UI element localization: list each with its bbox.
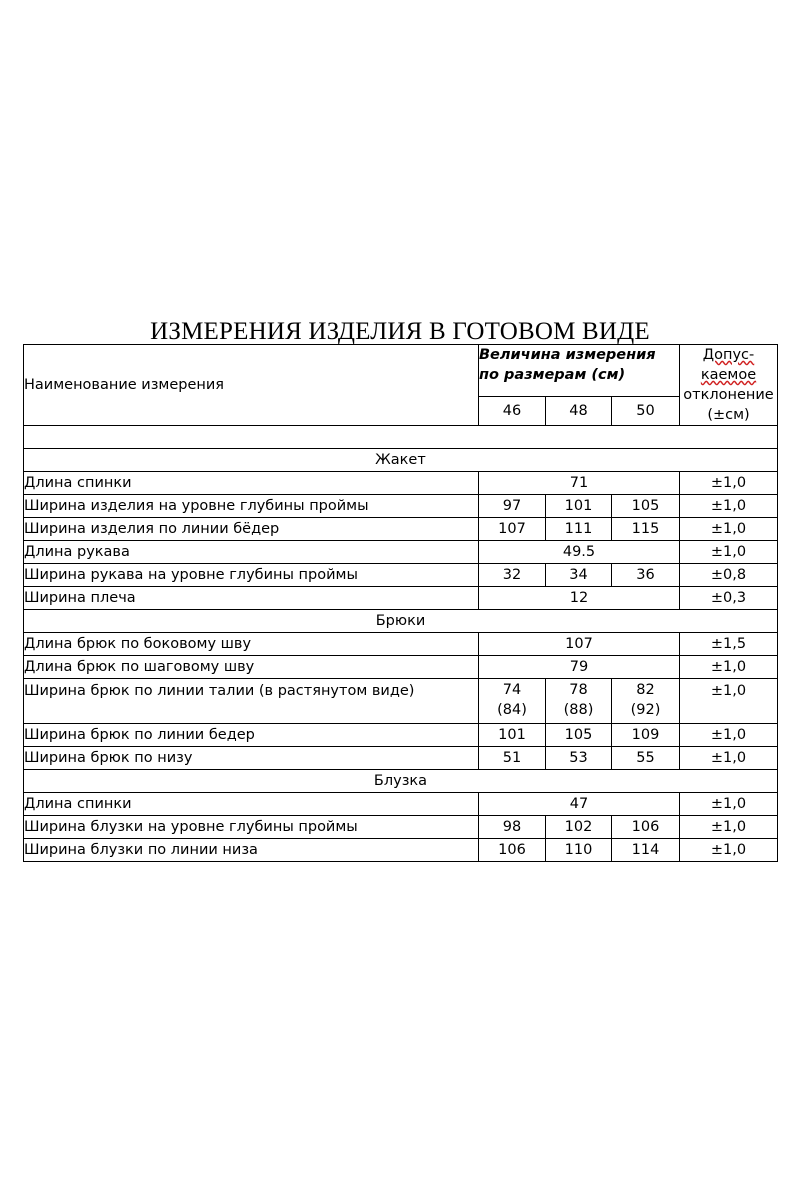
measurement-name: Ширина изделия на уровне глубины проймы — [24, 495, 479, 518]
measurement-value: 101 — [479, 724, 546, 747]
measurement-name-header: Наименование измерения — [24, 345, 479, 426]
measurement-value-stretched: (88) — [563, 702, 594, 718]
measurement-value-primary: 82 — [636, 682, 655, 698]
measurement-value: 105 — [612, 495, 680, 518]
tolerance-header-line: Допус- — [702, 347, 755, 363]
measurement-name: Длина спинки — [24, 793, 479, 816]
header-gap-row — [24, 426, 778, 449]
tolerance-value: ±1,0 — [680, 495, 778, 518]
measurement-value: 12 — [479, 587, 680, 610]
measurement-value: 106 — [479, 839, 546, 862]
header-gap — [24, 426, 778, 449]
tolerance-value: ±1,0 — [680, 541, 778, 564]
tolerance-header — [680, 345, 778, 426]
tolerance-value: ±1,0 — [680, 518, 778, 541]
measurement-value: 51 — [479, 747, 546, 770]
header-row — [24, 345, 778, 397]
measurement-value: 71 — [479, 472, 680, 495]
measurement-value: 109 — [612, 724, 680, 747]
measurement-value: 111 — [546, 518, 612, 541]
tolerance-value: ±0,8 — [680, 564, 778, 587]
tolerance-header-line: каемое — [700, 367, 757, 383]
table-row — [24, 816, 778, 839]
measurement-name: Ширина блузки на уровне глубины проймы — [24, 816, 479, 839]
measurement-name: Ширина плеча — [24, 587, 479, 610]
tolerance-value: ±1,0 — [680, 747, 778, 770]
measurement-value — [479, 679, 546, 724]
measurement-name: Длина брюк по шаговому шву — [24, 656, 479, 679]
measurement-value-stretched: (84) — [497, 702, 527, 718]
measurement-value: 97 — [479, 495, 546, 518]
tolerance-value: ±1,0 — [680, 793, 778, 816]
measurement-value: 55 — [612, 747, 680, 770]
tolerance-value: ±1,0 — [680, 816, 778, 839]
table-body — [24, 345, 778, 862]
measurements-table — [23, 344, 778, 862]
measurement-name: Длина спинки — [24, 472, 479, 495]
table-row — [24, 541, 778, 564]
section-title: Жакет — [24, 449, 778, 472]
size-46-header: 46 — [479, 396, 546, 425]
measurement-value: 107 — [479, 518, 546, 541]
measurement-name: Ширина изделия по линии бёдер — [24, 518, 479, 541]
measurement-value — [612, 679, 680, 724]
table-row — [24, 633, 778, 656]
measurement-value — [546, 679, 612, 724]
table-row — [24, 679, 778, 724]
measurement-name: Длина брюк по боковому шву — [24, 633, 479, 656]
measurement-name: Ширина брюк по низу — [24, 747, 479, 770]
measurement-value: 36 — [612, 564, 680, 587]
table-row — [24, 747, 778, 770]
measurement-name: Длина рукава — [24, 541, 479, 564]
tolerance-value: ±1,5 — [680, 633, 778, 656]
measurement-value: 110 — [546, 839, 612, 862]
page-title: ИЗМЕРЕНИЯ ИЗДЕЛИЯ В ГОТОВОМ ВИДЕ — [150, 318, 650, 345]
size-50-header: 50 — [612, 396, 680, 425]
measurement-value: 47 — [479, 793, 680, 816]
measurement-value-primary: 78 — [569, 682, 588, 698]
tolerance-value: ±0,3 — [680, 587, 778, 610]
measurement-name: Ширина брюк по линии талии (в растянутом виде) — [24, 679, 479, 724]
tolerance-value: ±1,0 — [680, 839, 778, 862]
measurement-value: 106 — [612, 816, 680, 839]
size-48-header: 48 — [546, 396, 612, 425]
table-row — [24, 495, 778, 518]
measurement-value: 114 — [612, 839, 680, 862]
measurement-value: 115 — [612, 518, 680, 541]
section-row — [24, 610, 778, 633]
measurement-value-primary: 74 — [502, 682, 522, 698]
measurement-value: 53 — [546, 747, 612, 770]
size-values-header: Величина измерения по размерам (см) — [479, 345, 680, 397]
section-row — [24, 770, 778, 793]
measurement-name: Ширина брюк по линии бедер — [24, 724, 479, 747]
measurement-value: 102 — [546, 816, 612, 839]
table-row — [24, 656, 778, 679]
section-title: Брюки — [24, 610, 778, 633]
table-row — [24, 587, 778, 610]
measurement-value: 32 — [479, 564, 546, 587]
measurement-name: Ширина блузки по линии низа — [24, 839, 479, 862]
tolerance-header-line: (±см) — [707, 407, 750, 423]
table-row — [24, 793, 778, 816]
tolerance-value: ±1,0 — [680, 656, 778, 679]
measurement-value: 34 — [546, 564, 612, 587]
table-row — [24, 518, 778, 541]
table-row — [24, 564, 778, 587]
measurement-value: 49.5 — [479, 541, 680, 564]
measurement-value: 107 — [479, 633, 680, 656]
table-row — [24, 724, 778, 747]
measurement-value: 98 — [479, 816, 546, 839]
tolerance-header-line: отклонение — [683, 387, 774, 403]
measurement-name: Ширина рукава на уровне глубины проймы — [24, 564, 479, 587]
section-title: Блузка — [24, 770, 778, 793]
measurement-value: 101 — [546, 495, 612, 518]
measurement-value-stretched: (92) — [630, 702, 661, 718]
table-row — [24, 472, 778, 495]
table-row — [24, 839, 778, 862]
measurement-value: 105 — [546, 724, 612, 747]
tolerance-value: ±1,0 — [680, 472, 778, 495]
section-row — [24, 449, 778, 472]
measurement-value: 79 — [479, 656, 680, 679]
tolerance-value: ±1,0 — [680, 679, 778, 724]
tolerance-value: ±1,0 — [680, 724, 778, 747]
